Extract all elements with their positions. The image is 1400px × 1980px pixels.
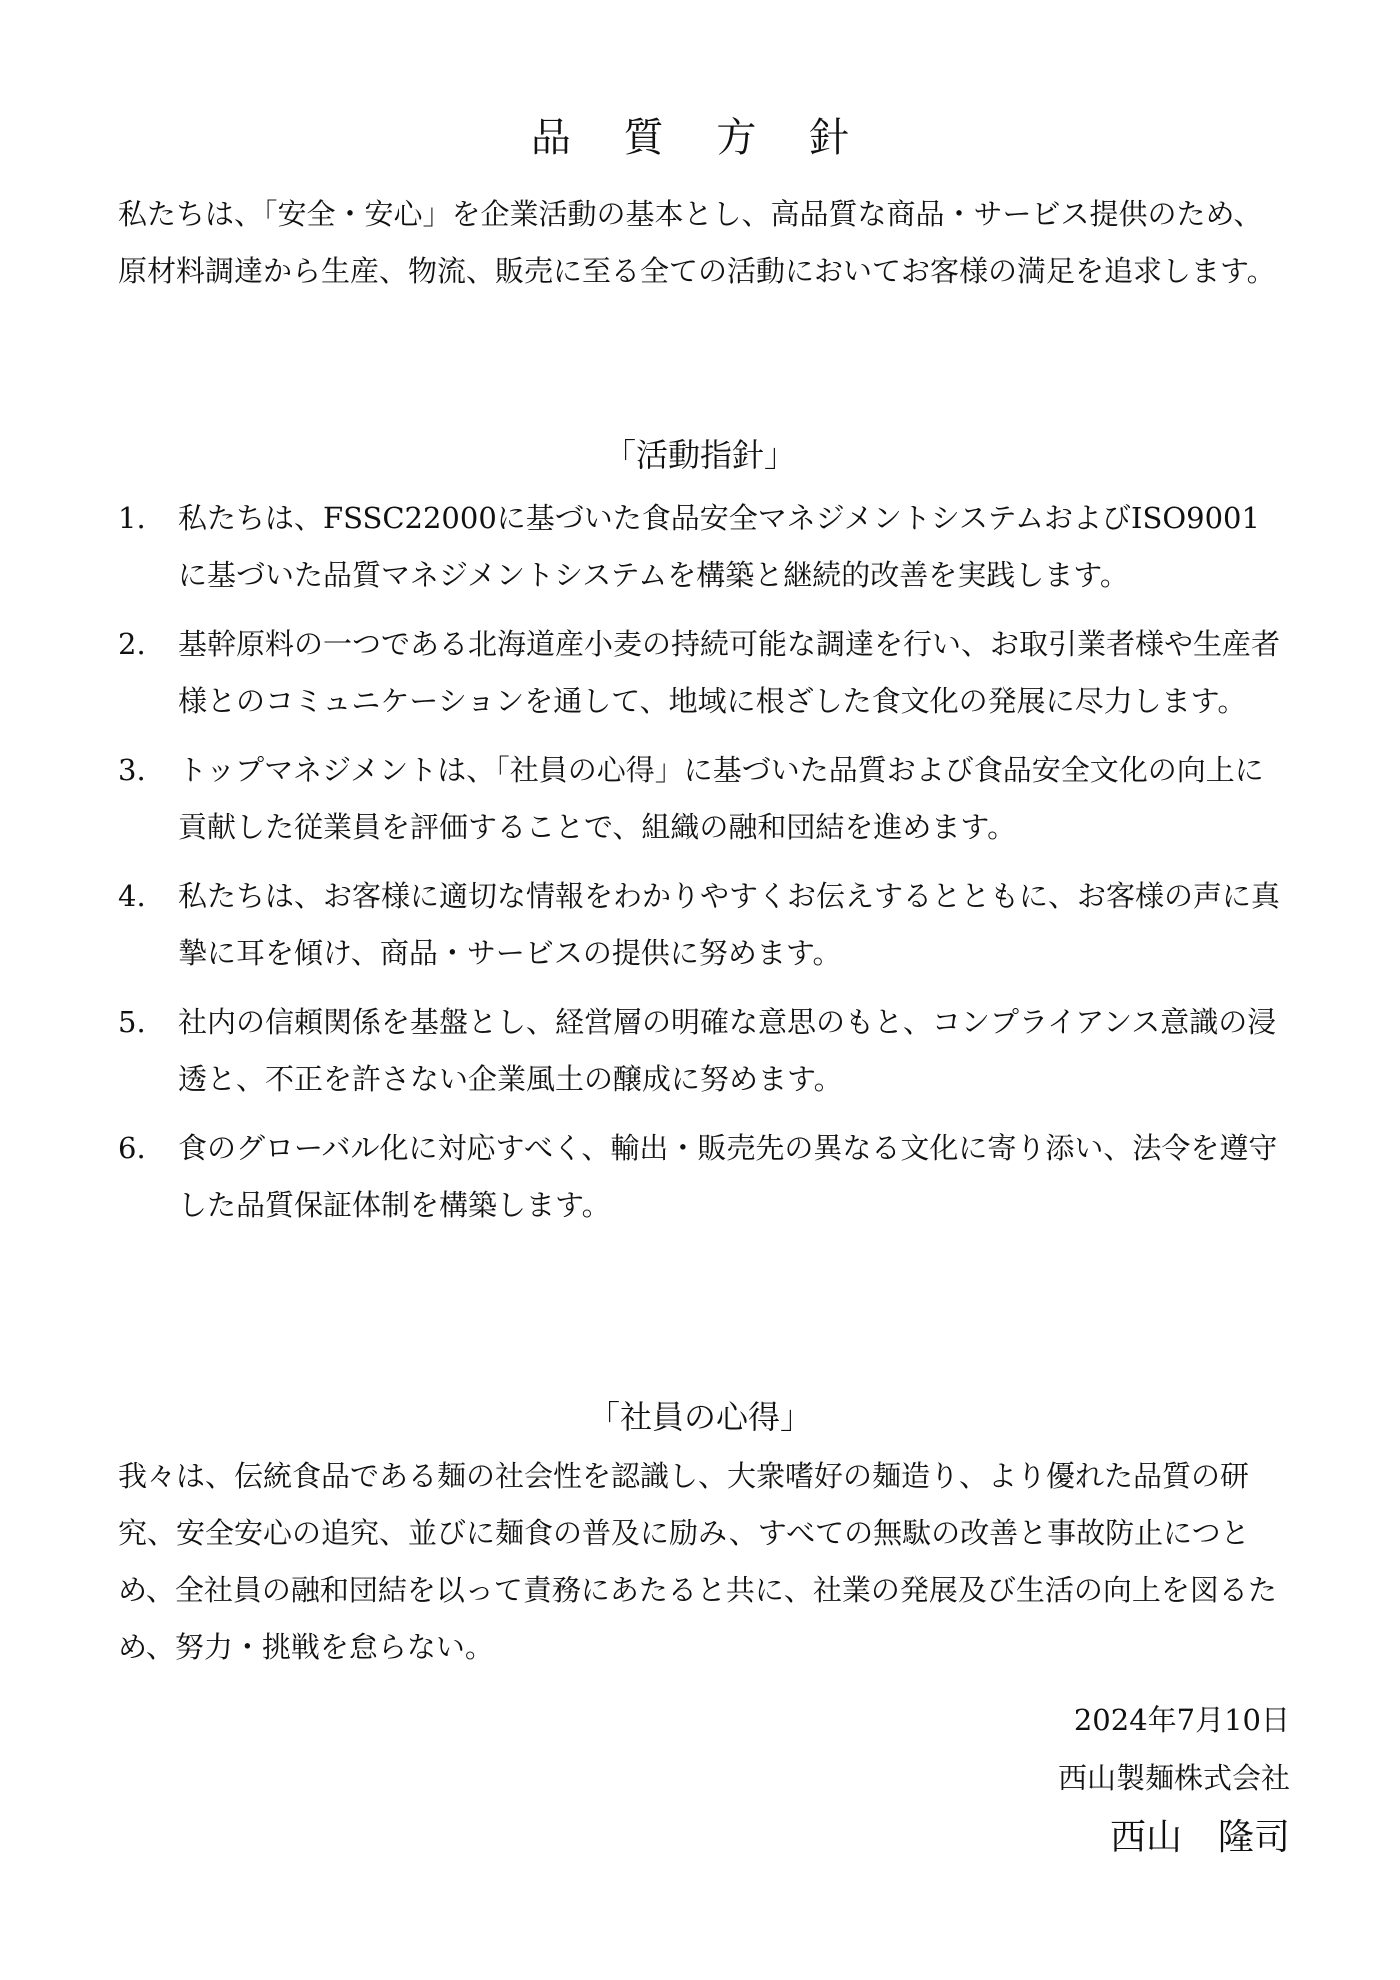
policy-text: 社内の信頼関係を基盤とし、経営層の明確な意思のもと、コンプライアンス意識の浸透と、不正を許さない企業風土の醸成に努めます。 — [178, 1005, 1277, 1096]
policy-number: 3. — [118, 753, 146, 787]
creed-paragraph: 我々は、伝統食品である麺の社会性を認識し、大衆嗜好の麺造り、より優れた品質の研究、安全安心の追究、並びに麺食の普及に励み、すべての無駄の改善と事故防止につとめ、全社員の融和団結を以って責務にあたると共に、社業の発展及び生活の向上を図るため、努力・挑戦を怠らない。 — [118, 1459, 1277, 1664]
policy-item — [118, 1120, 1288, 1234]
policy-item — [118, 742, 1288, 856]
policy-number: 5. — [118, 1005, 146, 1039]
policy-item — [118, 868, 1288, 982]
policy-number: 6. — [118, 1131, 146, 1165]
policy-list — [118, 490, 1288, 1246]
policy-text: 私たちは、FSSC22000に基づいた食品安全マネジメントシステムおよびISO9001に基づいた品質マネジメントシステムを構築と継続的改善を実践します。 — [178, 501, 1260, 592]
policy-text: 私たちは、お客様に適切な情報をわかりやすくお伝えするとともに、お客様の声に真摯に耳を傾け、商品・サービスの提供に努めます。 — [178, 879, 1281, 970]
creed-heading: 「社員の心得」 — [587, 1398, 812, 1436]
signer-name: 西山 隆司 — [1109, 1817, 1290, 1858]
intro-paragraph: 私たちは、「安全・安心」を企業活動の基本とし、高品質な商品・サービス提供のため、原材料調達から生産、物流、販売に至る全ての活動においてお客様の満足を追求します。 — [118, 197, 1276, 288]
policy-item — [118, 490, 1288, 604]
policy-text: 食のグローバル化に対応すべく、輸出・販売先の異なる文化に寄り添い、法令を遵守した品質保証体制を構築します。 — [178, 1131, 1278, 1222]
policy-number: 2. — [118, 627, 146, 661]
policy-heading: 「活動指針」 — [603, 436, 796, 474]
document-title: 品 質 方 針 — [530, 115, 870, 161]
policy-number: 1. — [118, 501, 146, 535]
company-name: 西山製麺株式会社 — [1057, 1761, 1290, 1795]
policy-text: 基幹原料の一つである北海道産小麦の持続可能な調達を行い、お取引業者様や生産者様とのコミュニケーションを通して、地域に根ざした食文化の発展に尽力します。 — [178, 627, 1281, 718]
policy-text: トップマネジメントは、「社員の心得」に基づいた品質および食品安全文化の向上に貢献した従業員を評価することで、組織の融和団結を進めます。 — [178, 753, 1264, 844]
policy-item — [118, 994, 1288, 1108]
policy-number: 4. — [118, 879, 146, 913]
issue-date: 2024年7月10日 — [1073, 1703, 1290, 1737]
policy-item — [118, 616, 1288, 730]
